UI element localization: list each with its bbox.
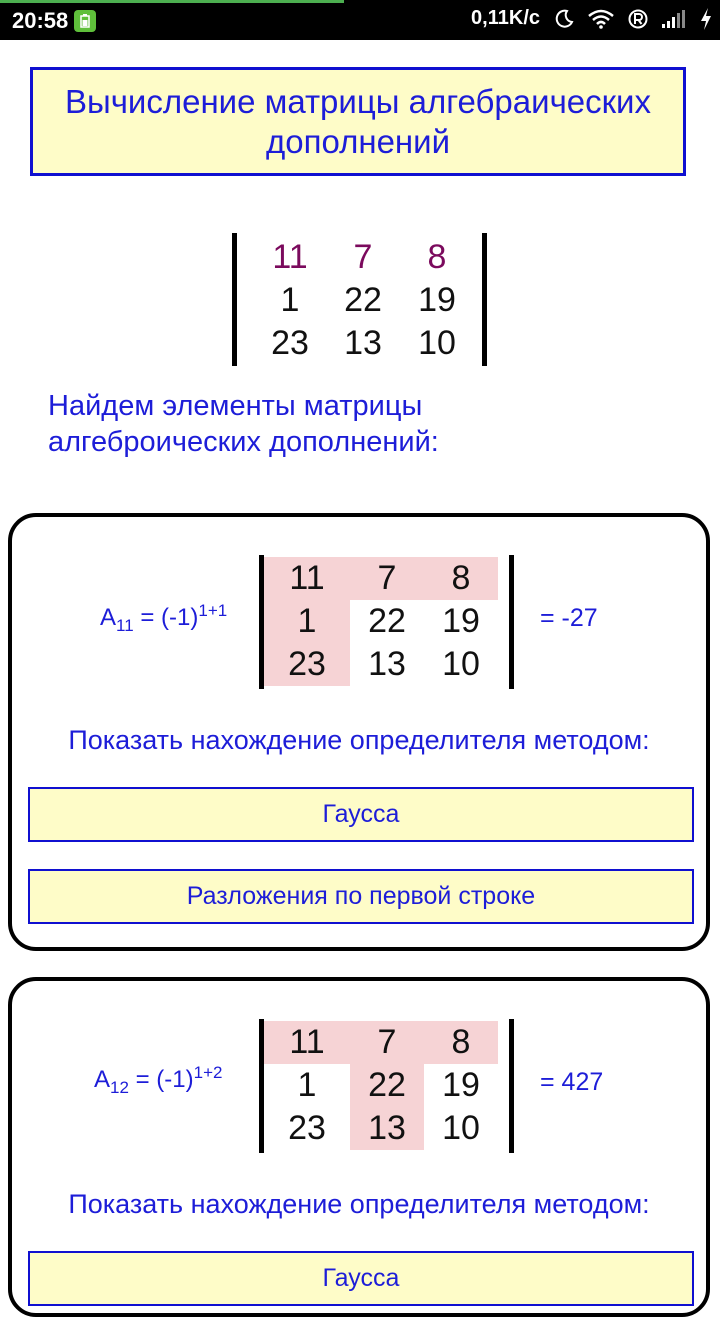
matrix-cell: 7 bbox=[350, 557, 424, 600]
cofactor-card-a11 bbox=[8, 513, 710, 951]
matrix-cell: 19 bbox=[442, 602, 480, 640]
battery-app-icon bbox=[74, 10, 96, 32]
matrix-right-bar bbox=[509, 1019, 514, 1153]
formula-sign: = (-1) bbox=[128, 1066, 194, 1093]
gauss-method-button[interactable]: Гаусса bbox=[28, 1251, 694, 1306]
formula-exponent: 1+2 bbox=[193, 1063, 223, 1082]
minor-matrix bbox=[259, 555, 517, 689]
matrix-cell: 22 bbox=[368, 602, 406, 640]
wifi-icon bbox=[588, 9, 614, 29]
matrix-cell: 22 bbox=[344, 281, 382, 319]
registered-icon bbox=[628, 9, 648, 29]
first-row-expansion-button[interactable]: Разложения по первой строке bbox=[28, 869, 694, 924]
network-speed: 0,11K/c bbox=[471, 7, 540, 29]
main-matrix bbox=[232, 233, 490, 366]
formula-subscript: 11 bbox=[116, 615, 134, 635]
matrix-cell: 8 bbox=[424, 557, 498, 600]
gauss-method-button[interactable]: Гаусса bbox=[28, 787, 694, 842]
matrix-cell: 7 bbox=[353, 238, 373, 276]
cofactor-formula bbox=[100, 601, 227, 636]
matrix-cell: 13 bbox=[368, 645, 406, 683]
matrix-cell: 23 bbox=[271, 324, 309, 362]
matrix-cell: 10 bbox=[442, 645, 480, 683]
matrix-right-bar bbox=[482, 233, 487, 366]
cofactor-card-a12 bbox=[8, 977, 710, 1317]
charging-icon bbox=[700, 8, 712, 30]
matrix-cells bbox=[264, 1021, 498, 1150]
matrix-cell: 11 bbox=[264, 1021, 350, 1064]
clock: 20:58 bbox=[12, 8, 69, 33]
matrix-cells bbox=[264, 557, 498, 686]
matrix-cell: 19 bbox=[418, 281, 456, 319]
intro-text: Найдем элементы матрицы алгеброических дополнений: bbox=[48, 390, 439, 458]
matrix-cell: 23 bbox=[288, 1109, 326, 1147]
matrix-cell: 7 bbox=[350, 1021, 424, 1064]
matrix-cell: 23 bbox=[264, 643, 350, 686]
status-bar bbox=[0, 0, 720, 40]
matrix-left-bar bbox=[232, 233, 237, 366]
page-load-progress bbox=[0, 0, 344, 3]
matrix-right-bar bbox=[509, 555, 514, 689]
matrix-cell: 8 bbox=[427, 238, 447, 276]
matrix-cell: 13 bbox=[344, 324, 382, 362]
matrix-cells bbox=[254, 236, 474, 365]
matrix-cell: 1 bbox=[297, 1066, 317, 1104]
matrix-cell: 10 bbox=[418, 324, 456, 362]
cofactor-result: = 427 bbox=[540, 1068, 604, 1096]
matrix-cell: 10 bbox=[442, 1109, 480, 1147]
formula-label: A bbox=[94, 1066, 111, 1093]
matrix-cell: 13 bbox=[350, 1107, 424, 1150]
moon-icon bbox=[554, 9, 574, 29]
matrix-cell: 11 bbox=[272, 238, 308, 276]
matrix-cell: 19 bbox=[442, 1066, 480, 1104]
cofactor-formula bbox=[94, 1063, 222, 1098]
method-prompt: Показать нахождение определителя методом: bbox=[68, 1189, 650, 1219]
signal-icon bbox=[662, 10, 686, 28]
formula-label: A bbox=[100, 604, 117, 631]
formula-sign: = (-1) bbox=[133, 604, 199, 631]
matrix-cell: 1 bbox=[264, 600, 350, 643]
matrix-cell: 8 bbox=[424, 1021, 498, 1064]
formula-subscript: 12 bbox=[110, 1077, 129, 1097]
page-title: Вычисление матрицы алгебраических дополнений bbox=[30, 67, 686, 176]
matrix-cell: 11 bbox=[264, 557, 350, 600]
matrix-cell: 22 bbox=[350, 1064, 424, 1107]
method-prompt: Показать нахождение определителя методом: bbox=[68, 725, 650, 755]
cofactor-result: = -27 bbox=[540, 604, 598, 632]
matrix-cell: 1 bbox=[280, 281, 300, 319]
formula-exponent: 1+1 bbox=[198, 601, 228, 620]
minor-matrix bbox=[259, 1019, 517, 1153]
